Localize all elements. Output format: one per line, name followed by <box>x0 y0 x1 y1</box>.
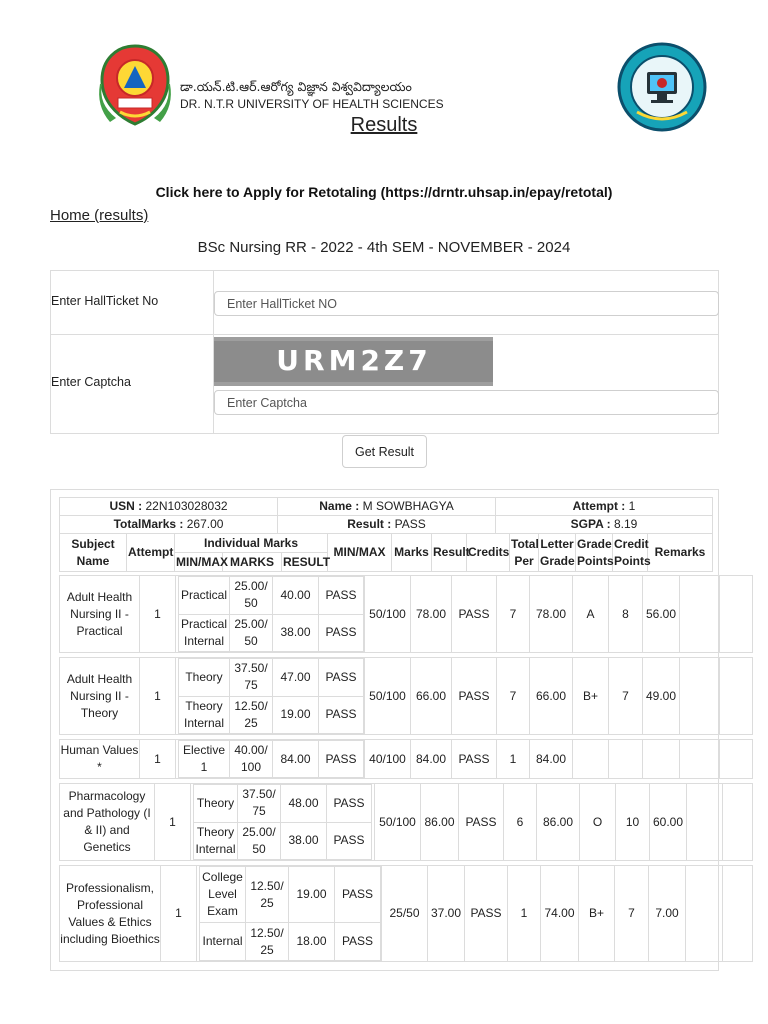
header-individual-result: RESULT <box>282 553 328 572</box>
attempt-value: 1 <box>628 499 636 513</box>
component-marks: 19.00 <box>289 867 335 923</box>
total-marks-cell: TotalMarks : 267.00 <box>60 516 278 534</box>
component-result: PASS <box>327 822 372 860</box>
header-individual-min-max: MIN/MAX <box>175 553 223 572</box>
individual-marks-table <box>193 784 372 860</box>
header-individual-marks: Individual Marks <box>175 534 328 553</box>
subject-credits: 7 <box>497 576 530 653</box>
subject-credits: 1 <box>508 866 541 962</box>
component-type: Practical <box>179 577 230 615</box>
result-panel <box>50 489 719 971</box>
subject-marks: 84.00 <box>411 740 452 779</box>
component-marks: 19.00 <box>273 696 319 734</box>
subject-letter-grade: B+ <box>579 866 615 962</box>
subject-credit-points: 60.00 <box>650 784 687 861</box>
marks-header-table <box>59 533 713 572</box>
component-marks: 18.00 <box>289 923 335 961</box>
header-individual-marks-value: MARKS <box>223 553 282 572</box>
subject-grade-points: 8 <box>609 576 643 653</box>
component-min-max: 40.00/ 100 <box>230 741 273 778</box>
captcha-image <box>214 337 493 386</box>
component-marks: 84.00 <box>273 741 319 778</box>
component-marks: 47.00 <box>273 659 319 697</box>
sgpa-value: 8.19 <box>614 517 638 531</box>
header-credits: Credits <box>467 534 510 572</box>
subject-credits: 7 <box>497 658 530 735</box>
component-result: PASS <box>319 741 364 778</box>
subject-min-max: 50/100 <box>365 658 411 735</box>
header-subject-name: Subject Name <box>60 534 127 572</box>
subject-credit-points: 7.00 <box>649 866 686 962</box>
header-marks: Marks <box>392 534 432 572</box>
subject-min-max: 40/100 <box>365 740 411 779</box>
university-name-telugu: డా.యన్.టి.ఆర్.ఆరోగ్య విజ్ఞాన విశ్వవిద్యాలయం <box>180 79 412 94</box>
subject-min-max: 25/50 <box>382 866 428 962</box>
subject-result: PASS <box>459 784 504 861</box>
header-min-max: MIN/MAX <box>328 534 392 572</box>
student-name: M SOWBHAGYA <box>362 499 454 513</box>
header-credit-points: Credit Points <box>613 534 648 572</box>
student-info-table <box>59 497 713 534</box>
subject-total-per: 78.00 <box>530 576 573 653</box>
component-type: Theory Internal <box>179 696 230 734</box>
subject-attempt: 1 <box>155 784 191 861</box>
subject-min-max: 50/100 <box>375 784 421 861</box>
hallticket-row <box>51 271 718 335</box>
subject-credits: 1 <box>497 740 530 779</box>
component-result: PASS <box>335 867 381 923</box>
component-min-max: 25.00/ 50 <box>230 577 273 615</box>
individual-marks-table <box>199 866 381 961</box>
component-type: Internal <box>200 923 246 961</box>
subject-remarks <box>680 658 720 735</box>
subject-name: Adult Health Nursing II - Practical <box>60 576 140 653</box>
subject-remarks <box>680 576 720 653</box>
subject-result: PASS <box>452 576 497 653</box>
subject-letter-grade <box>573 740 609 779</box>
subject-attempt: 1 <box>140 740 176 779</box>
subject-row <box>59 865 753 962</box>
subject-remarks <box>686 866 723 962</box>
subject-letter-grade: A <box>573 576 609 653</box>
subject-total-per: 84.00 <box>530 740 573 779</box>
hallticket-input[interactable] <box>214 291 719 316</box>
component-min-max: 12.50/ 25 <box>246 923 289 961</box>
header-remarks: Remarks <box>648 534 713 572</box>
subject-remarks <box>680 740 720 779</box>
individual-marks-table <box>178 658 364 734</box>
university-name: DR. N.T.R UNIVERSITY OF HEALTH SCIENCES <box>180 97 444 111</box>
overall-result-value: PASS <box>394 517 426 531</box>
subject-row <box>59 657 753 735</box>
subject-grade-points <box>609 740 643 779</box>
subject-grade-points: 7 <box>615 866 649 962</box>
component-type: Theory <box>194 785 238 823</box>
exam-title: BSc Nursing RR - 2022 - 4th SEM - NOVEMBER - 2024 <box>197 239 571 256</box>
subject-name: Adult Health Nursing II - Theory <box>60 658 140 735</box>
subject-min-max: 50/100 <box>365 576 411 653</box>
total-marks-value: 267.00 <box>186 517 224 531</box>
component-type: College Level Exam <box>200 867 246 923</box>
header-result: Result <box>432 534 467 572</box>
subject-attempt: 1 <box>140 658 176 735</box>
component-min-max: 37.50/ 75 <box>230 659 273 697</box>
subject-marks: 37.00 <box>428 866 465 962</box>
result-search-form <box>50 270 719 434</box>
subject-marks: 78.00 <box>411 576 452 653</box>
individual-marks-table <box>178 576 364 652</box>
subject-attempt: 1 <box>140 576 176 653</box>
component-marks: 38.00 <box>281 822 327 860</box>
subject-extra <box>720 576 753 653</box>
component-result: PASS <box>319 614 364 652</box>
subject-credit-points: 56.00 <box>643 576 680 653</box>
subject-result: PASS <box>452 658 497 735</box>
subject-grade-points: 10 <box>616 784 650 861</box>
component-min-max: 25.00/ 50 <box>230 614 273 652</box>
subject-row <box>59 575 753 653</box>
name-cell: Name : M SOWBHAGYA <box>278 498 496 516</box>
subject-credit-points <box>643 740 680 779</box>
result-cell: Result : PASS <box>278 516 496 534</box>
header-attempt: Attempt <box>127 534 175 572</box>
usn-value: 22N103028032 <box>145 499 228 513</box>
sgpa-cell: SGPA : 8.19 <box>496 516 713 534</box>
header-letter-grade: Letter Grade <box>539 534 576 572</box>
subject-grade-points: 7 <box>609 658 643 735</box>
component-result: PASS <box>327 785 372 823</box>
subject-letter-grade: B+ <box>573 658 609 735</box>
component-type: Practical Internal <box>179 614 230 652</box>
component-result: PASS <box>319 696 364 734</box>
component-type: Theory <box>179 659 230 697</box>
subject-result: PASS <box>465 866 508 962</box>
header-total-per: Total Per <box>510 534 539 572</box>
subject-credit-points: 49.00 <box>643 658 680 735</box>
subject-extra <box>723 866 753 962</box>
subject-credits: 6 <box>504 784 537 861</box>
component-type: Theory Internal <box>194 822 238 860</box>
attempt-cell: Attempt : 1 <box>496 498 713 516</box>
captcha-text: URM2Z7 <box>276 344 432 377</box>
subject-result: PASS <box>452 740 497 779</box>
get-result-button[interactable]: Get Result <box>342 435 427 468</box>
hallticket-label: Enter HallTicket No <box>51 294 159 308</box>
retotal-apply-link[interactable]: Click here to Apply for Retotaling (https://drntr.uhsap.in/epay/retotal) <box>155 184 613 200</box>
individual-marks-table <box>178 740 364 778</box>
component-min-max: 12.50/ 25 <box>246 867 289 923</box>
component-min-max: 12.50/ 25 <box>230 696 273 734</box>
subject-extra <box>720 658 753 735</box>
component-min-max: 25.00/ 50 <box>238 822 281 860</box>
subject-name: Pharmacology and Pathology (I & II) and Genetics <box>60 784 155 861</box>
component-marks: 38.00 <box>273 614 319 652</box>
captcha-label: Enter Captcha <box>51 375 131 389</box>
component-min-max: 37.50/ 75 <box>238 785 281 823</box>
subject-row <box>59 739 753 779</box>
captcha-input[interactable] <box>214 390 719 415</box>
captcha-row <box>51 335 718 434</box>
component-marks: 40.00 <box>273 577 319 615</box>
subject-name: Human Values * <box>60 740 140 779</box>
subject-marks: 66.00 <box>411 658 452 735</box>
component-result: PASS <box>319 577 364 615</box>
subject-extra <box>720 740 753 779</box>
subject-letter-grade: O <box>580 784 616 861</box>
page-title: Results <box>350 114 418 136</box>
subject-total-per: 86.00 <box>537 784 580 861</box>
component-result: PASS <box>319 659 364 697</box>
subject-row <box>59 783 753 861</box>
home-results-link[interactable]: Home (results) <box>50 207 149 224</box>
header-grade-points: Grade Points <box>576 534 613 572</box>
subject-remarks <box>687 784 723 861</box>
component-marks: 48.00 <box>281 785 327 823</box>
subject-extra <box>723 784 753 861</box>
subject-attempt: 1 <box>161 866 197 962</box>
subject-total-per: 66.00 <box>530 658 573 735</box>
subject-name: Professionalism, Professional Values & Ethics including Bioethics <box>60 866 161 962</box>
usn-cell: USN : 22N103028032 <box>60 498 278 516</box>
subject-marks: 86.00 <box>421 784 459 861</box>
component-type: Elective 1 <box>179 741 230 778</box>
subject-total-per: 74.00 <box>541 866 579 962</box>
component-result: PASS <box>335 923 381 961</box>
